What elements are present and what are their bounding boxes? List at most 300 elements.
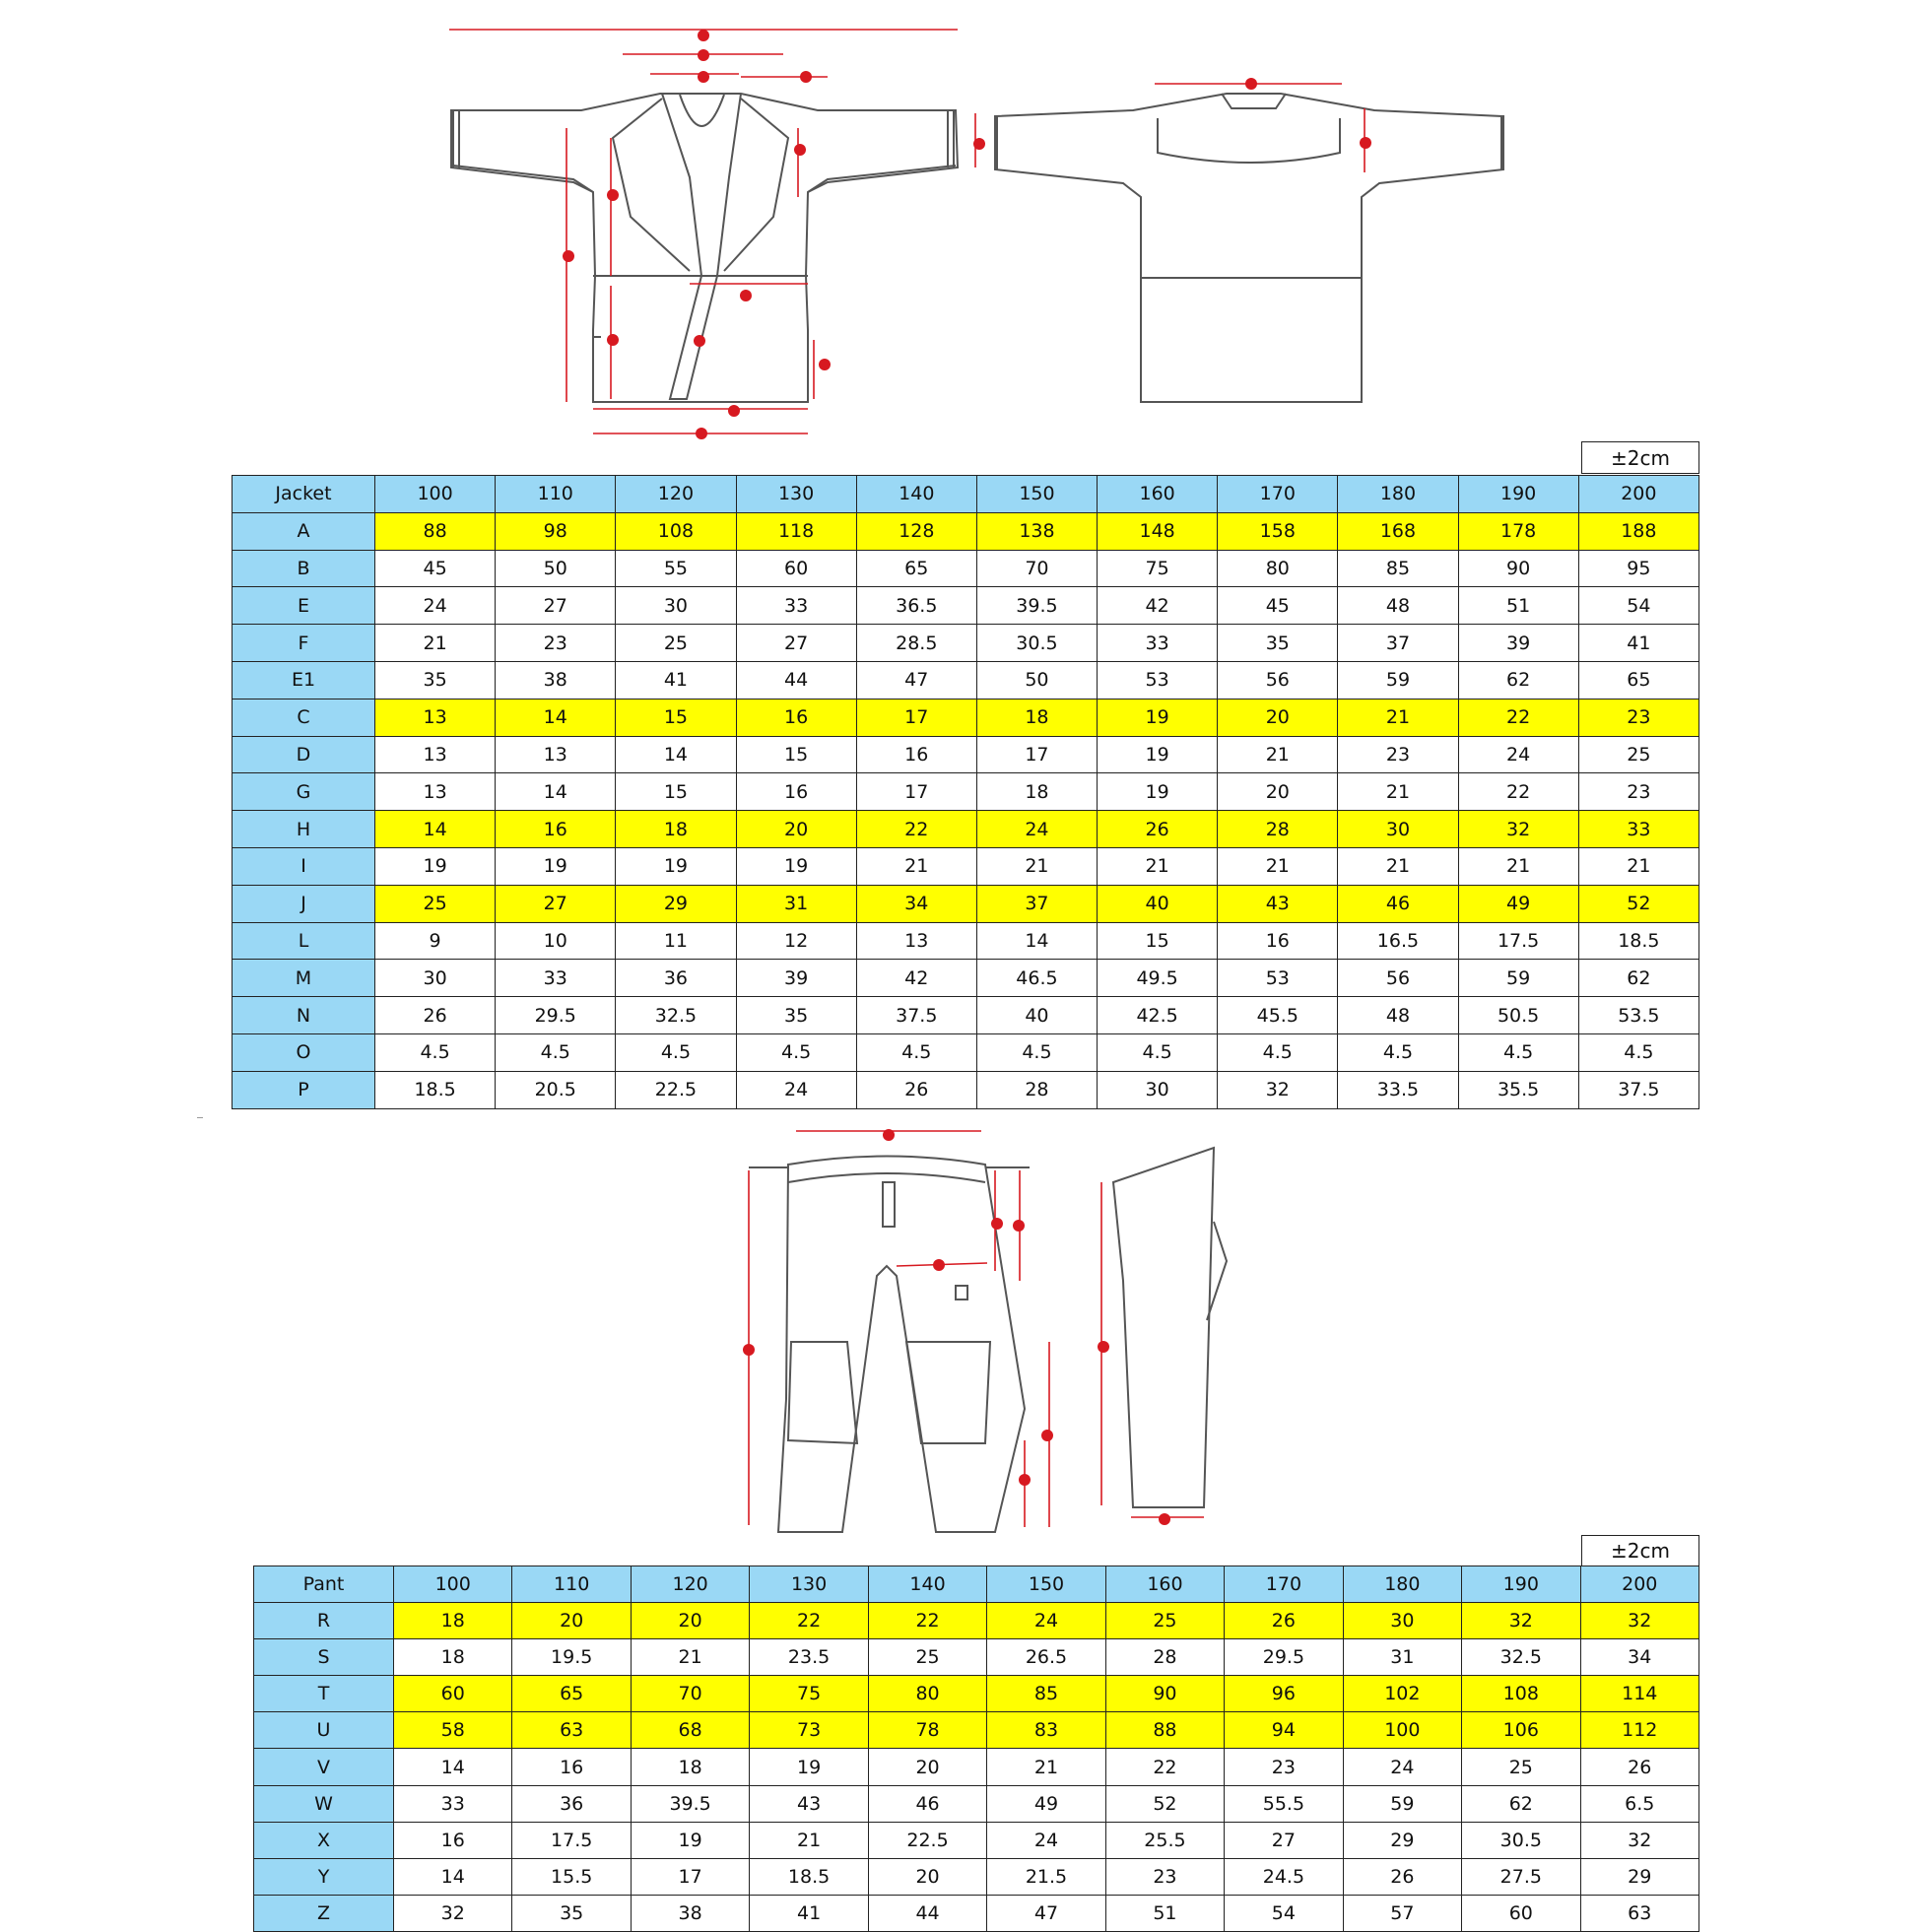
measurement-value: 188 — [1578, 512, 1698, 550]
measurement-value: 44 — [868, 1895, 986, 1931]
measurement-value: 21.5 — [987, 1858, 1105, 1895]
measurement-value: 178 — [1458, 512, 1578, 550]
measurement-value: 26 — [1343, 1858, 1461, 1895]
measurement-value: 20 — [512, 1603, 631, 1639]
measurement-value: 57 — [1343, 1895, 1461, 1931]
size-column-header: 170 — [1225, 1566, 1343, 1603]
size-column-header: 110 — [496, 476, 616, 513]
table-row — [233, 1033, 1699, 1071]
measurement-value: 48 — [1338, 587, 1458, 625]
measurement-value: 28 — [1218, 811, 1338, 848]
measurement-value: 90 — [1458, 550, 1578, 587]
measurement-value: 21 — [856, 847, 976, 885]
measurement-label: O — [233, 1033, 375, 1071]
measurement-value: 4.5 — [375, 1033, 496, 1071]
measurement-value: 21 — [987, 1749, 1105, 1785]
measurement-value: 55 — [616, 550, 736, 587]
measurement-value: 24 — [736, 1071, 856, 1108]
measurement-label: A — [233, 512, 375, 550]
measurement-value: 52 — [1105, 1785, 1224, 1822]
measurement-value: 108 — [1462, 1676, 1580, 1712]
measurement-value: 42 — [856, 960, 976, 997]
measurement-value: 88 — [375, 512, 496, 550]
measurement-value: 11 — [616, 922, 736, 960]
measurement-value: 16 — [394, 1822, 512, 1858]
measurement-value: 4.5 — [616, 1033, 736, 1071]
measurement-label: Y — [254, 1858, 394, 1895]
measurement-value: 16.5 — [1338, 922, 1458, 960]
measurement-value: 112 — [1580, 1712, 1698, 1749]
measurement-value: 148 — [1098, 512, 1218, 550]
measurement-value: 59 — [1343, 1785, 1461, 1822]
measurement-value: 18 — [394, 1603, 512, 1639]
table-row — [254, 1676, 1699, 1712]
size-column-header: 110 — [512, 1566, 631, 1603]
measurement-value: 27 — [736, 625, 856, 662]
size-column-header: 160 — [1098, 476, 1218, 513]
measurement-value: 52 — [1578, 885, 1698, 922]
measurement-value: 22 — [1458, 699, 1578, 736]
measurement-value: 20 — [1218, 773, 1338, 811]
measurement-value: 22 — [868, 1603, 986, 1639]
measurement-value: 27 — [496, 587, 616, 625]
measurement-value: 21 — [1218, 847, 1338, 885]
dim-marker-A — [698, 30, 709, 41]
measurement-value: 24 — [1458, 736, 1578, 773]
measurement-value: 54 — [1225, 1895, 1343, 1931]
measurement-value: 80 — [1218, 550, 1338, 587]
measurement-value: 12 — [736, 922, 856, 960]
table-row — [233, 587, 1699, 625]
measurement-value: 13 — [375, 773, 496, 811]
measurement-label: L — [233, 922, 375, 960]
measurement-value: 33 — [1098, 625, 1218, 662]
measurement-value: 73 — [750, 1712, 868, 1749]
measurement-value: 29.5 — [496, 997, 616, 1034]
measurement-value: 20 — [736, 811, 856, 848]
measurement-value: 21 — [1338, 847, 1458, 885]
measurement-value: 4.5 — [496, 1033, 616, 1071]
measurement-value: 28 — [976, 1071, 1097, 1108]
measurement-value: 70 — [631, 1676, 749, 1712]
measurement-value: 21 — [976, 847, 1097, 885]
table-row — [254, 1785, 1699, 1822]
measurement-value: 35 — [375, 661, 496, 699]
measurement-value: 128 — [856, 512, 976, 550]
measurement-value: 43 — [750, 1785, 868, 1822]
measurement-value: 4.5 — [1458, 1033, 1578, 1071]
measurement-value: 33 — [496, 960, 616, 997]
measurement-value: 25 — [616, 625, 736, 662]
measurement-value: 39 — [736, 960, 856, 997]
measurement-value: 28 — [1105, 1639, 1224, 1676]
measurement-label: F — [233, 625, 375, 662]
measurement-value: 15.5 — [512, 1858, 631, 1895]
table-row — [233, 550, 1699, 587]
measurement-value: 18 — [976, 699, 1097, 736]
measurement-value: 29.5 — [1225, 1639, 1343, 1676]
measurement-value: 30 — [375, 960, 496, 997]
measurement-value: 25 — [375, 885, 496, 922]
measurement-value: 62 — [1458, 661, 1578, 699]
measurement-value: 4.5 — [1098, 1033, 1218, 1071]
measurement-value: 118 — [736, 512, 856, 550]
measurement-value: 60 — [736, 550, 856, 587]
measurement-value: 30.5 — [976, 625, 1097, 662]
size-column-header: 100 — [394, 1566, 512, 1603]
measurement-value: 100 — [1343, 1712, 1461, 1749]
measurement-value: 35 — [512, 1895, 631, 1931]
measurement-value: 22 — [750, 1603, 868, 1639]
measurement-value: 24 — [987, 1822, 1105, 1858]
measurement-value: 50 — [976, 661, 1097, 699]
measurement-value: 30 — [1343, 1603, 1461, 1639]
measurement-value: 40 — [976, 997, 1097, 1034]
measurement-label: S — [254, 1639, 394, 1676]
measurement-value: 20 — [868, 1749, 986, 1785]
measurement-value: 65 — [512, 1676, 631, 1712]
measurement-value: 68 — [631, 1712, 749, 1749]
measurement-value: 15 — [616, 773, 736, 811]
measurement-label: X — [254, 1822, 394, 1858]
measurement-value: 108 — [616, 512, 736, 550]
measurement-value: 47 — [856, 661, 976, 699]
measurement-value: 18 — [616, 811, 736, 848]
measurement-value: 17 — [856, 699, 976, 736]
measurement-value: 19 — [736, 847, 856, 885]
table-row — [233, 885, 1699, 922]
measurement-value: 21 — [631, 1639, 749, 1676]
measurement-value: 60 — [394, 1676, 512, 1712]
measurement-value: 29 — [616, 885, 736, 922]
measurement-value: 14 — [394, 1749, 512, 1785]
measurement-value: 24.5 — [1225, 1858, 1343, 1895]
measurement-value: 39.5 — [631, 1785, 749, 1822]
measurement-value: 14 — [496, 773, 616, 811]
measurement-value: 22.5 — [616, 1071, 736, 1108]
measurement-value: 46 — [868, 1785, 986, 1822]
size-column-header: 180 — [1343, 1566, 1461, 1603]
measurement-value: 16 — [512, 1749, 631, 1785]
measurement-value: 26 — [1098, 811, 1218, 848]
measurement-value: 53 — [1098, 661, 1218, 699]
table-row — [254, 1822, 1699, 1858]
pant-diagram — [0, 1113, 1931, 1537]
measurement-value: 6.5 — [1580, 1785, 1698, 1822]
table-row — [233, 811, 1699, 848]
measurement-value: 35 — [736, 997, 856, 1034]
measurement-value: 59 — [1338, 661, 1458, 699]
measurement-value: 21 — [1458, 847, 1578, 885]
measurement-value: 90 — [1105, 1676, 1224, 1712]
measurement-value: 13 — [375, 736, 496, 773]
measurement-value: 42.5 — [1098, 997, 1218, 1034]
measurement-value: 17.5 — [1458, 922, 1578, 960]
measurement-value: 37 — [976, 885, 1097, 922]
pant-size-table — [253, 1566, 1699, 1932]
table-row — [254, 1603, 1699, 1639]
size-column-header: 150 — [976, 476, 1097, 513]
measurement-value: 47 — [987, 1895, 1105, 1931]
measurement-value: 25 — [1105, 1603, 1224, 1639]
measurement-value: 16 — [856, 736, 976, 773]
measurement-value: 14 — [394, 1858, 512, 1895]
measurement-value: 70 — [976, 550, 1097, 587]
measurement-value: 32 — [1580, 1822, 1698, 1858]
size-column-header: 160 — [1105, 1566, 1224, 1603]
size-column-header: 170 — [1218, 476, 1338, 513]
measurement-value: 19 — [1098, 699, 1218, 736]
measurement-value: 14 — [976, 922, 1097, 960]
measurement-value: 36 — [616, 960, 736, 997]
measurement-value: 38 — [631, 1895, 749, 1931]
measurement-value: 16 — [736, 773, 856, 811]
measurement-value: 78 — [868, 1712, 986, 1749]
measurement-value: 24 — [375, 587, 496, 625]
measurement-value: 21 — [375, 625, 496, 662]
measurement-value: 39 — [1458, 625, 1578, 662]
measurement-value: 106 — [1462, 1712, 1580, 1749]
measurement-value: 27.5 — [1462, 1858, 1580, 1895]
measurement-value: 53 — [1218, 960, 1338, 997]
measurement-value: 13 — [496, 736, 616, 773]
measurement-value: 13 — [375, 699, 496, 736]
measurement-value: 46.5 — [976, 960, 1097, 997]
measurement-value: 22 — [1105, 1749, 1224, 1785]
table-row — [233, 736, 1699, 773]
measurement-value: 28.5 — [856, 625, 976, 662]
measurement-value: 23 — [1105, 1858, 1224, 1895]
table-row — [233, 661, 1699, 699]
measurement-value: 30 — [1098, 1071, 1218, 1108]
measurement-label: M — [233, 960, 375, 997]
measurement-value: 41 — [1578, 625, 1698, 662]
measurement-label: E — [233, 587, 375, 625]
measurement-value: 55.5 — [1225, 1785, 1343, 1822]
measurement-label: T — [254, 1676, 394, 1712]
measurement-value: 13 — [856, 922, 976, 960]
measurement-value: 32.5 — [616, 997, 736, 1034]
measurement-value: 23.5 — [750, 1639, 868, 1676]
measurement-value: 49 — [1458, 885, 1578, 922]
measurement-value: 17 — [976, 736, 1097, 773]
measurement-label: N — [233, 997, 375, 1034]
measurement-value: 32.5 — [1462, 1639, 1580, 1676]
measurement-value: 44 — [736, 661, 856, 699]
measurement-value: 34 — [1580, 1639, 1698, 1676]
measurement-value: 17 — [631, 1858, 749, 1895]
measurement-value: 14 — [496, 699, 616, 736]
measurement-value: 29 — [1580, 1858, 1698, 1895]
measurement-value: 54 — [1578, 587, 1698, 625]
measurement-value: 30.5 — [1462, 1822, 1580, 1858]
measurement-value: 95 — [1578, 550, 1698, 587]
measurement-value: 48 — [1338, 997, 1458, 1034]
measurement-label: E1 — [233, 661, 375, 699]
table-row — [254, 1712, 1699, 1749]
measurement-value: 114 — [1580, 1676, 1698, 1712]
table-row — [233, 960, 1699, 997]
measurement-value: 16 — [496, 811, 616, 848]
measurement-value: 37 — [1338, 625, 1458, 662]
measurement-value: 30 — [616, 587, 736, 625]
measurement-value: 29 — [1343, 1822, 1461, 1858]
table-header-label: Jacket — [233, 476, 375, 513]
measurement-label: B — [233, 550, 375, 587]
measurement-value: 94 — [1225, 1712, 1343, 1749]
measurement-label: Z — [254, 1895, 394, 1931]
measurement-value: 14 — [616, 736, 736, 773]
measurement-value: 23 — [1578, 699, 1698, 736]
measurement-value: 43 — [1218, 885, 1338, 922]
measurement-label: G — [233, 773, 375, 811]
measurement-label: W — [254, 1785, 394, 1822]
size-column-header: 140 — [856, 476, 976, 513]
size-column-header: 180 — [1338, 476, 1458, 513]
measurement-value: 37.5 — [1578, 1071, 1698, 1108]
measurement-value: 41 — [750, 1895, 868, 1931]
measurement-value: 22.5 — [868, 1822, 986, 1858]
jacket-front-diagram — [0, 0, 1931, 453]
measurement-value: 33 — [394, 1785, 512, 1822]
measurement-value: 37.5 — [856, 997, 976, 1034]
measurement-label: C — [233, 699, 375, 736]
measurement-value: 75 — [1098, 550, 1218, 587]
measurement-value: 25.5 — [1105, 1822, 1224, 1858]
measurement-value: 51 — [1105, 1895, 1224, 1931]
measurement-value: 88 — [1105, 1712, 1224, 1749]
measurement-value: 33 — [1578, 811, 1698, 848]
measurement-value: 18.5 — [375, 1071, 496, 1108]
measurement-value: 21 — [1578, 847, 1698, 885]
measurement-value: 85 — [1338, 550, 1458, 587]
measurement-value: 26 — [1225, 1603, 1343, 1639]
measurement-value: 39.5 — [976, 587, 1097, 625]
size-column-header: 130 — [750, 1566, 868, 1603]
measurement-value: 33 — [736, 587, 856, 625]
table-row — [254, 1749, 1699, 1785]
measurement-value: 21 — [750, 1822, 868, 1858]
table-row — [233, 922, 1699, 960]
measurement-value: 24 — [987, 1603, 1105, 1639]
measurement-value: 10 — [496, 922, 616, 960]
measurement-value: 83 — [987, 1712, 1105, 1749]
measurement-value: 35.5 — [1458, 1071, 1578, 1108]
measurement-value: 18.5 — [750, 1858, 868, 1895]
measurement-value: 32 — [1218, 1071, 1338, 1108]
measurement-value: 26 — [856, 1071, 976, 1108]
measurement-value: 17 — [856, 773, 976, 811]
measurement-label: U — [254, 1712, 394, 1749]
size-column-header: 120 — [631, 1566, 749, 1603]
measurement-label: V — [254, 1749, 394, 1785]
table-row — [254, 1858, 1699, 1895]
measurement-value: 4.5 — [976, 1033, 1097, 1071]
size-column-header: 190 — [1458, 476, 1578, 513]
measurement-value: 41 — [616, 661, 736, 699]
measurement-value: 50.5 — [1458, 997, 1578, 1034]
measurement-value: 80 — [868, 1676, 986, 1712]
measurement-label: R — [254, 1603, 394, 1639]
measurement-value: 4.5 — [1338, 1033, 1458, 1071]
table-row — [233, 997, 1699, 1034]
measurement-value: 24 — [1343, 1749, 1461, 1785]
measurement-value: 59 — [1458, 960, 1578, 997]
measurement-value: 56 — [1338, 960, 1458, 997]
measurement-value: 21 — [1338, 773, 1458, 811]
measurement-value: 23 — [1578, 773, 1698, 811]
measurement-value: 19.5 — [512, 1639, 631, 1676]
measurement-value: 32 — [1462, 1603, 1580, 1639]
measurement-value: 49 — [987, 1785, 1105, 1822]
measurement-value: 58 — [394, 1712, 512, 1749]
measurement-value: 45 — [1218, 587, 1338, 625]
measurement-value: 26 — [1580, 1749, 1698, 1785]
measurement-value: 24 — [976, 811, 1097, 848]
measurement-value: 14 — [375, 811, 496, 848]
measurement-value: 18 — [631, 1749, 749, 1785]
jacket-tolerance-label: ±2cm — [1581, 441, 1699, 474]
measurement-value: 45.5 — [1218, 997, 1338, 1034]
measurement-value: 98 — [496, 512, 616, 550]
measurement-value: 62 — [1578, 960, 1698, 997]
measurement-value: 21 — [1338, 699, 1458, 736]
measurement-value: 38 — [496, 661, 616, 699]
measurement-value: 53.5 — [1578, 997, 1698, 1034]
table-row — [233, 1071, 1699, 1108]
measurement-value: 51 — [1458, 587, 1578, 625]
measurement-value: 35 — [1218, 625, 1338, 662]
measurement-value: 15 — [1098, 922, 1218, 960]
measurement-value: 27 — [1225, 1822, 1343, 1858]
measurement-label: H — [233, 811, 375, 848]
measurement-value: 75 — [750, 1676, 868, 1712]
measurement-value: 4.5 — [856, 1033, 976, 1071]
measurement-value: 18 — [976, 773, 1097, 811]
measurement-value: 65 — [856, 550, 976, 587]
measurement-value: 20 — [868, 1858, 986, 1895]
measurement-value: 32 — [1580, 1603, 1698, 1639]
table-row — [254, 1639, 1699, 1676]
measurement-value: 23 — [1225, 1749, 1343, 1785]
measurement-value: 17.5 — [512, 1822, 631, 1858]
measurement-value: 18.5 — [1578, 922, 1698, 960]
measurement-value: 19 — [375, 847, 496, 885]
measurement-value: 4.5 — [736, 1033, 856, 1071]
measurement-value: 18 — [394, 1639, 512, 1676]
measurement-value: 40 — [1098, 885, 1218, 922]
measurement-value: 60 — [1462, 1895, 1580, 1931]
measurement-value: 36.5 — [856, 587, 976, 625]
measurement-value: 32 — [1458, 811, 1578, 848]
measurement-value: 23 — [1338, 736, 1458, 773]
measurement-value: 33.5 — [1338, 1071, 1458, 1108]
measurement-value: 19 — [1098, 736, 1218, 773]
measurement-value: 9 — [375, 922, 496, 960]
measurement-value: 20 — [631, 1603, 749, 1639]
measurement-value: 34 — [856, 885, 976, 922]
table-row — [233, 512, 1699, 550]
measurement-value: 42 — [1098, 587, 1218, 625]
measurement-value: 19 — [631, 1822, 749, 1858]
measurement-value: 15 — [736, 736, 856, 773]
table-header-label: Pant — [254, 1566, 394, 1603]
table-row — [254, 1895, 1699, 1931]
measurement-value: 20.5 — [496, 1071, 616, 1108]
measurement-value: 19 — [1098, 773, 1218, 811]
measurement-value: 138 — [976, 512, 1097, 550]
table-row — [233, 699, 1699, 736]
